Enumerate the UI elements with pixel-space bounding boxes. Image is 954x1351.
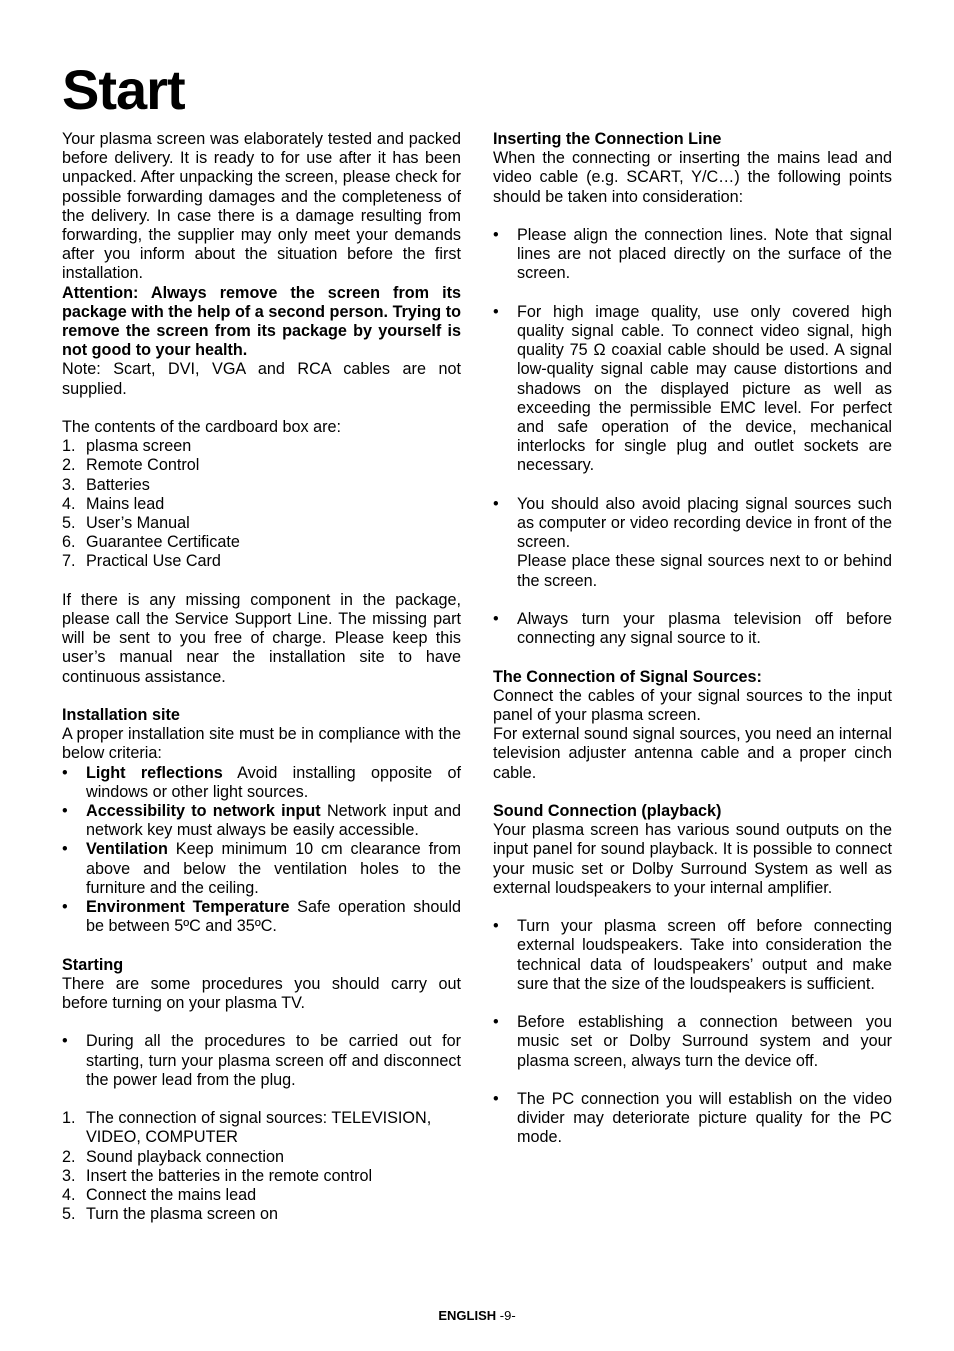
list-item: 7. Practical Use Card xyxy=(62,552,221,571)
list-item: • For high image quality, use only covered high quality signal cable. To connect video signal, high quality 75 Ω coaxial cable should be used. A signal low-quality signal cable may cause distortions and shadows on the displayed picture as well as exceeding the permissible EMC level. For perfect and safe operation of the device, mechanical interlocks for single plug and outlet sockets are necessary. xyxy=(493,302,892,475)
right-column xyxy=(493,130,892,1167)
section-heading: Sound Connection (playback) xyxy=(493,802,722,821)
list-item: • Environment Temperature Safe operation should be between 5ºC and 35ºC. xyxy=(62,898,461,936)
inserting-section: Inserting the Connection Line When the connecting or inserting the mains lead and video cable (e.g. SCART, Y/C…) the following points should be taken into consideration: xyxy=(493,130,892,206)
list-item: 3. Insert the batteries in the remote control xyxy=(62,1166,373,1185)
attention-warning: Attention: Always remove the screen from its package with the help of a second person. Trying to remove the screen from its package by yourself is not good to your health. xyxy=(62,283,461,360)
contents-list xyxy=(62,437,461,571)
section-heading: Inserting the Connection Line xyxy=(493,130,722,148)
installation-section: Installation site A proper installation site must be in compliance with the below criteria: xyxy=(62,706,461,763)
page-title: Start xyxy=(62,58,185,121)
page-footer xyxy=(0,1308,954,1323)
list-item: 4. Mains lead xyxy=(62,494,165,513)
page-number: -9- xyxy=(499,1308,516,1323)
list-item: 2. Sound playback connection xyxy=(62,1147,284,1166)
list-item: 5. Turn the plasma screen on xyxy=(62,1205,278,1224)
missing-paragraph: If there is any missing component in the package, please call the Service Support Line. The missing part will be sent to you free of charge. Please keep this user’s manual near the installation site to have continuous assistance. xyxy=(62,590,461,686)
starting-bullets xyxy=(62,1032,461,1090)
starting-section: Starting There are some procedures you should carry out before turning on your plasma TV. xyxy=(62,955,461,1013)
installation-list xyxy=(62,764,461,937)
list-item: 1. The connection of signal sources: TELEVISION, VIDEO, COMPUTER xyxy=(62,1109,432,1147)
left-column xyxy=(62,130,461,1224)
list-item: • Light reflections Avoid installing opposite of windows or other light sources. xyxy=(62,763,461,801)
section-heading: Starting xyxy=(62,955,124,974)
list-item: • Before establishing a connection between you music set or Dolby Surround system and your plasma screen, always turn the device off. xyxy=(493,1013,892,1070)
steps-list xyxy=(62,1109,461,1224)
note-paragraph: Note: Scart, DVI, VGA and RCA cables are not supplied. xyxy=(62,360,461,398)
list-item: • Please align the connection lines. Note that signal lines are not placed directly on the surface of the screen. xyxy=(493,226,892,283)
list-item: • During all the procedures to be carried out for starting, turn your plasma screen off and disconnect the power lead from the plug. xyxy=(62,1032,461,1089)
list-item: 3. Batteries xyxy=(62,475,150,494)
footer-language: ENGLISH xyxy=(438,1308,497,1323)
list-item: 6. Guarantee Certificate xyxy=(62,533,240,552)
sound-section: Sound Connection (playback) Your plasma screen has various sound outputs on the input panel for sound playback. It is possible to connect your music set or Dolby Surround System as well as external loudspeakers to your internal amplifier. xyxy=(493,802,892,897)
list-item: 5. User’s Manual xyxy=(62,514,190,533)
list-item: 2. Remote Control xyxy=(62,456,200,475)
signal-section: The Connection of Signal Sources: Connect the cables of your signal sources to the input panel of your plasma screen. For external sound signal sources, you need an internal television adjuster antenna cable and a proper cinch cable. xyxy=(493,667,892,782)
list-item: • Ventilation Keep minimum 10 cm clearance from above and below the ventilation holes to the furniture and the ceiling. xyxy=(62,840,461,897)
list-item: • Turn your plasma screen off before connecting external loudspeakers. Take into consideration the technical data of loudspeakers’ output and make sure that the size of the loudspeakers is sufficient. xyxy=(493,917,892,993)
list-item: 1. plasma screen xyxy=(62,437,192,456)
section-heading: The Connection of Signal Sources: xyxy=(493,667,762,686)
intro-paragraph: Your plasma screen was elaborately tested and packed before delivery. It is ready to for use after it has been unpacked. After unpacking the screen, please check for possible forwarding damages and the completeness of the delivery. In case there is a damage resulting from forwarding, the supplier may only meet your demands after you inform about the situation before the first installation. xyxy=(62,130,461,283)
section-heading: Installation site xyxy=(62,706,180,725)
list-item: • Always turn your plasma television off before connecting any signal source to it. xyxy=(493,610,892,648)
contents-intro: The contents of the cardboard box are: xyxy=(62,418,341,437)
inserting-list xyxy=(493,226,892,648)
list-item: • Accessibility to network input Network input and network key must always be easily accessible. xyxy=(62,802,461,840)
list-item: 4. Connect the mains lead xyxy=(62,1186,257,1205)
list-item: • The PC connection you will establish on the video divider may deteriorate picture quality for the PC mode. xyxy=(493,1090,892,1147)
sound-list xyxy=(493,917,892,1147)
list-item: • You should also avoid placing signal sources such as computer or video recording device in front of the screen. Please place these signal sources next to or behind the screen. xyxy=(493,494,892,590)
